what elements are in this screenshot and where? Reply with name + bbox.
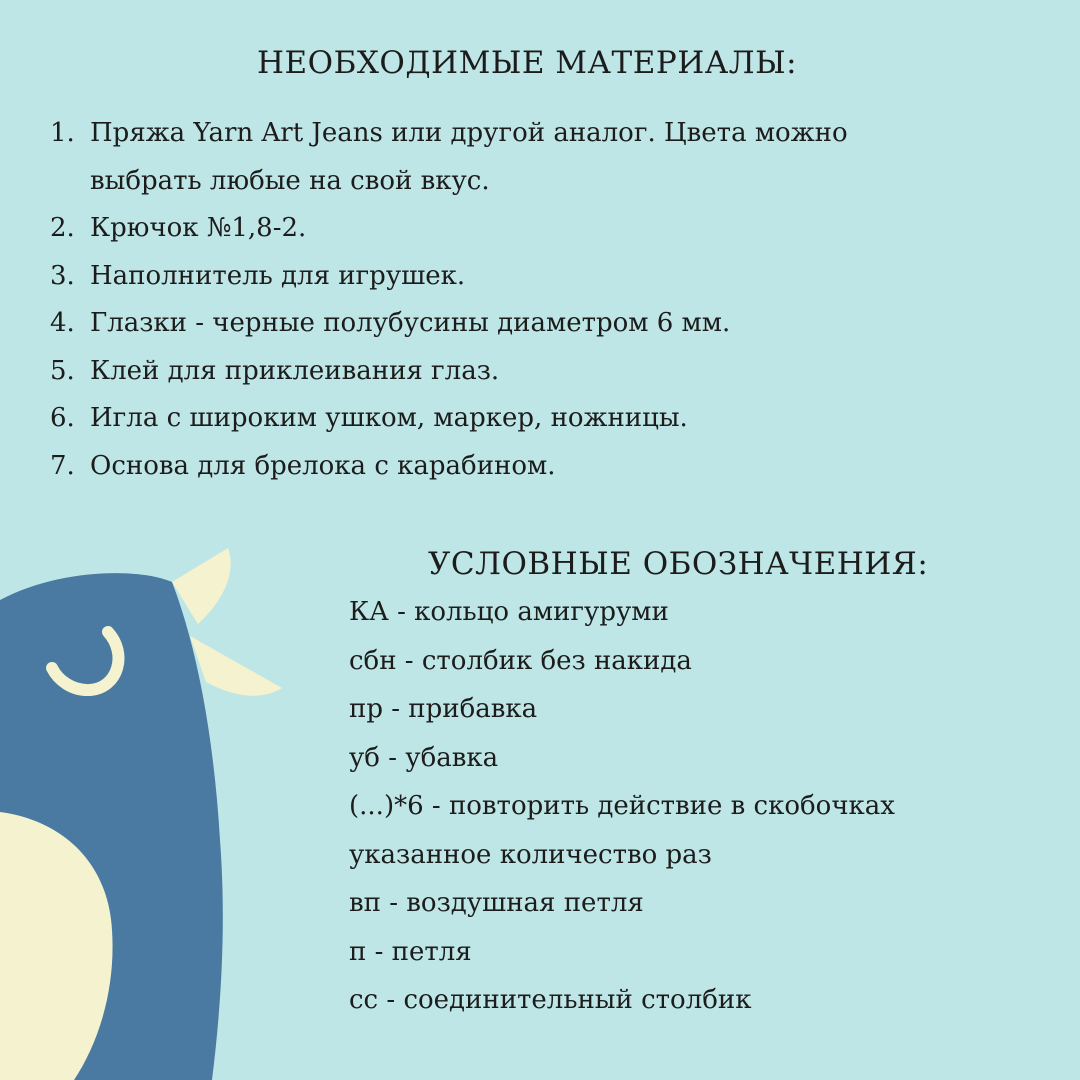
list-item — [50, 443, 1040, 491]
list-item — [50, 348, 1040, 396]
legend-item: пр - прибавка — [349, 694, 538, 724]
materials-list — [50, 110, 1040, 490]
legend-item: (...)*6 - повторить действие в скобочках — [349, 791, 895, 821]
legend-item: КА - кольцо амигуруми — [349, 597, 669, 627]
item-text-line: выбрать любые на свой вкус. — [90, 165, 490, 196]
item-number: 2. — [50, 213, 75, 243]
item-text-line: Крючок №1,8-2. — [90, 213, 307, 243]
legend-item: указанное количество раз — [349, 839, 712, 870]
item-number: 1. — [50, 118, 75, 148]
item-number: 5. — [50, 355, 75, 386]
list-item — [50, 395, 1040, 443]
item-number: 4. — [50, 308, 75, 338]
legend-item: уб - убавка — [349, 742, 499, 773]
item-text-line: Пряжа Yarn Art Jeans или другой аналог. Цвета можно — [90, 118, 848, 148]
list-item — [50, 253, 1040, 301]
legend-item: вп - воздушная петля — [349, 888, 644, 918]
item-text-line: Клей для приклеивания глаз. — [90, 355, 500, 386]
legend-item: сс - соединительный столбик — [349, 985, 752, 1015]
legend-title: УСЛОВНЫЕ ОБОЗНАЧЕНИЯ: — [428, 546, 929, 582]
legend-item: п - петля — [349, 936, 472, 967]
bird-beak-lower — [190, 636, 282, 696]
item-number: 3. — [50, 260, 75, 291]
materials-title: НЕОБХОДИМЫЕ МАТЕРИАЛЫ: — [257, 45, 798, 81]
list-item — [50, 205, 1040, 253]
legend-item: сбн - столбик без накида — [349, 645, 692, 676]
list-item — [50, 110, 1040, 205]
item-text-line: Игла с широким ушком, маркер, ножницы. — [90, 403, 688, 433]
list-item — [50, 300, 1040, 348]
item-number: 6. — [50, 403, 75, 433]
item-text-line: Глазки - черные полубусины диаметром 6 мм. — [90, 308, 731, 338]
item-number: 7. — [50, 450, 75, 481]
bird-illustration — [0, 540, 300, 1080]
legend-list — [349, 588, 1069, 1025]
item-text-line: Основа для брелока с карабином. — [90, 450, 556, 481]
item-text-line: Наполнитель для игрушек. — [90, 260, 466, 291]
